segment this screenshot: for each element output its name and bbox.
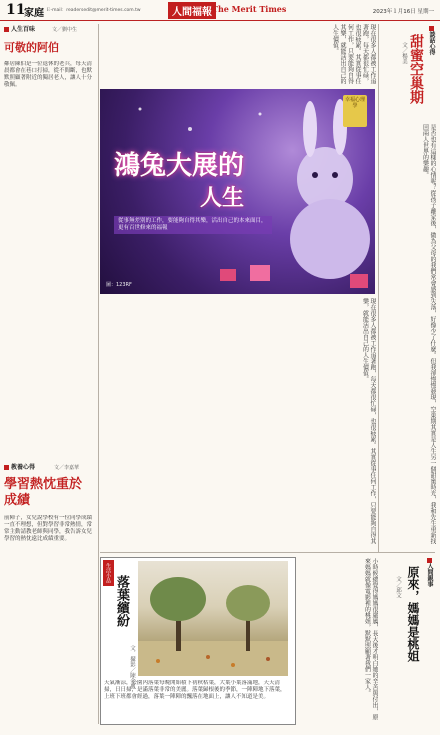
page-section: 家庭 [24, 8, 44, 19]
newspaper-logo: 人間福報 [168, 2, 216, 19]
article-mom [298, 556, 436, 728]
poster-title: 鴻兔大展的 [114, 151, 245, 181]
article-title: 原來，媽媽是桃姐 [406, 566, 420, 662]
column-badge: 幸福心理學 [343, 95, 367, 127]
article-empty-nest [382, 24, 438, 549]
article-title: 學習熱忱重於成績 [4, 477, 83, 508]
section-label: 人生百味 [4, 24, 96, 33]
article-byline: 文／邱文 [395, 576, 401, 598]
email-address[interactable]: Ｅ-mail：readersedit@merit-times.com.tw [46, 8, 141, 13]
feature-illustration [100, 89, 375, 294]
column-divider [378, 24, 379, 552]
article-body: 前陣子，女兒說學校有一位同學成績一直不理想，但對學習非常熱情，常常主動請教老師與同學，我告訴女兒學習的熱忱遠比成績重要。 [4, 515, 93, 542]
article-title: 甜蜜空巢期 [408, 34, 424, 104]
photo-essay-title: 落葉繽紛 [114, 575, 129, 627]
issue-date: 2023年１月16日 星期一 [372, 9, 434, 15]
article-body: 是否也有這樣的心情呢？從孩子離家後，做為父母的我們常會感到失落，好像少了什麼。但我卻慢慢發現，空巢期其實是人生另一個甜蜜時光，我和先生重新找回兩人世界的樂趣。 [421, 124, 436, 544]
poster-subtitle: 從事無差別的工作，要能夠自得其樂，活出自己的本來面目，更有百世修來的福報 [114, 216, 272, 234]
section-square-icon [4, 465, 9, 470]
section-square-icon [4, 27, 9, 32]
section-label: 談話心得 [427, 26, 436, 55]
article-body: 現在很多人都被工作追著跑，每天都很忙碌，也很疲累。其實從事任何工作，只要能夠自得其樂，就能活出自己的人生價值。 [331, 24, 376, 84]
newspaper-logo-en: The Merit Times [212, 4, 287, 14]
article-byline: 文／劉中生 [52, 27, 78, 33]
photo-essay-caption: 天氣漸涼，公園內落葉每晚開始積下初秋枯葉，大葉小葉落滿地，天天清掃，日日掃，是滿落葉非常的美麗。落葉歸根後的季節，一陣陣地下落葉，上班下班都會經過，落葉一陣陣的飄落在地面上，讓人不知道是美。 [104, 680, 286, 700]
article-learning-passion [4, 462, 96, 727]
column-divider [98, 24, 99, 724]
autumn-leaves-photo [138, 561, 288, 676]
article-respected-uncle [4, 24, 96, 449]
article-body: 小時候總覺得媽媽很嚴厲，長大後才明白她的辛苦與付出，原來媽媽就像電影裡的桃姐，默默照顧著我們一家人。 [363, 558, 378, 720]
page-number: 11 [6, 2, 26, 18]
section-label: 人間親事 [425, 558, 434, 587]
page-header [0, 0, 440, 21]
image-credit: 圖：123RF [106, 282, 132, 288]
poster-title-line2: 人生 [200, 186, 245, 211]
trees-illustration [138, 561, 288, 676]
column-tag: 生活小品 [103, 560, 114, 586]
article-body: 鄰居陳伯是一位退休的老兵，每天清晨都會在巷口打掃，從不間斷，也默默照顧著附近的獨居老人，讓人十分敬佩。 [4, 61, 93, 88]
article-body: 現在很多人都被工作追著跑，每天都很忙碌，也很疲累。其實從事任何工作，只要能夠自得其樂，就能活出自己的人生價值。 [361, 298, 376, 544]
photo-essay-byline: 文．攝影／陳金鳳 [129, 645, 135, 689]
article-title: 可敬的阿伯 [4, 41, 59, 54]
section-label: 教養心得 [4, 462, 96, 471]
article-byline: 文／李嘉華 [54, 465, 80, 471]
article-byline: 文／楊美 [401, 42, 407, 64]
row-divider [100, 552, 435, 553]
